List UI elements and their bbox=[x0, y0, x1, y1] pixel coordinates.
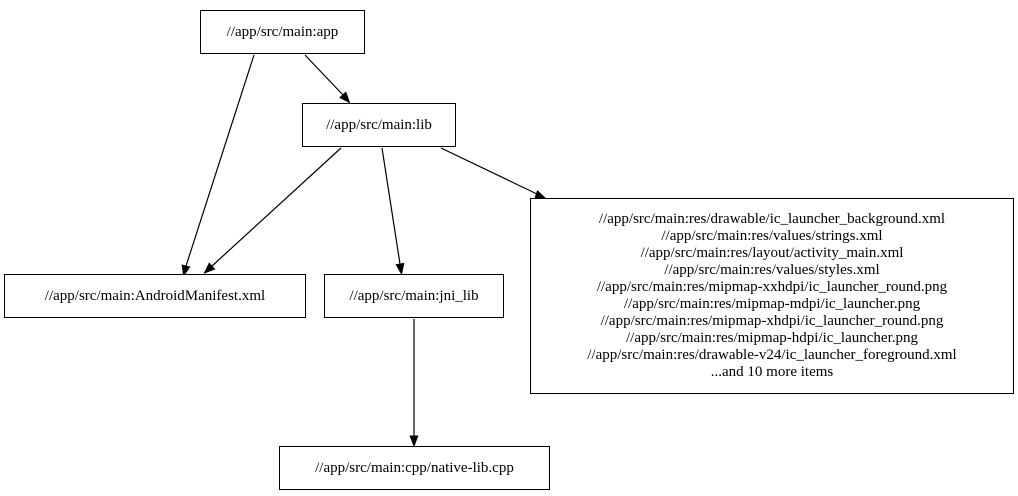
graph-node-resources[interactable] bbox=[530, 198, 1014, 394]
node-label-line: //app/src/main:res/mipmap-hdpi/ic_launcher.png bbox=[625, 330, 918, 346]
edge-lib-to-jni-lib bbox=[382, 148, 404, 274]
graph-node-app[interactable] bbox=[200, 10, 365, 54]
edge-app-to-manifest bbox=[182, 55, 254, 276]
node-label-line: //app/src/main:res/values/styles.xml bbox=[664, 262, 880, 278]
edge-lib-to-manifest bbox=[205, 148, 342, 273]
node-label-line: //app/src/main:res/mipmap-xxhdpi/ic_launcher_round.png bbox=[596, 279, 948, 295]
graph-node-native-lib-cpp[interactable] bbox=[279, 446, 550, 490]
graph-node-lib[interactable] bbox=[302, 103, 456, 147]
node-label-line: //app/src/main:res/drawable/ic_launcher_background.xml bbox=[598, 211, 946, 227]
node-label-line: //app/src/main:res/values/strings.xml bbox=[661, 228, 883, 244]
node-label: //app/src/main:cpp/native-lib.cpp bbox=[315, 459, 514, 476]
node-label: //app/src/main:lib bbox=[326, 116, 432, 133]
node-label-line: //app/src/main:res/drawable-v24/ic_launcher_foreground.xml bbox=[587, 347, 957, 363]
edge-lib-to-resources bbox=[441, 148, 545, 198]
graph-node-androidmanifest[interactable] bbox=[4, 274, 306, 318]
node-label-more-items: ...and 10 more items bbox=[710, 364, 834, 380]
edge-app-to-lib bbox=[305, 55, 350, 103]
node-label-line: //app/src/main:res/mipmap-xhdpi/ic_launcher_round.png bbox=[600, 313, 944, 329]
graph-node-jni-lib[interactable] bbox=[324, 274, 504, 318]
node-label: //app/src/main:AndroidManifest.xml bbox=[44, 287, 266, 304]
edge-jni-lib-to-native-lib bbox=[410, 319, 418, 446]
node-label-line: //app/src/main:res/mipmap-mdpi/ic_launcher.png bbox=[623, 296, 921, 312]
node-label-line: //app/src/main:res/layout/activity_main.xml bbox=[640, 245, 904, 261]
node-label: //app/src/main:app bbox=[226, 23, 339, 40]
node-label: //app/src/main:jni_lib bbox=[349, 287, 479, 304]
